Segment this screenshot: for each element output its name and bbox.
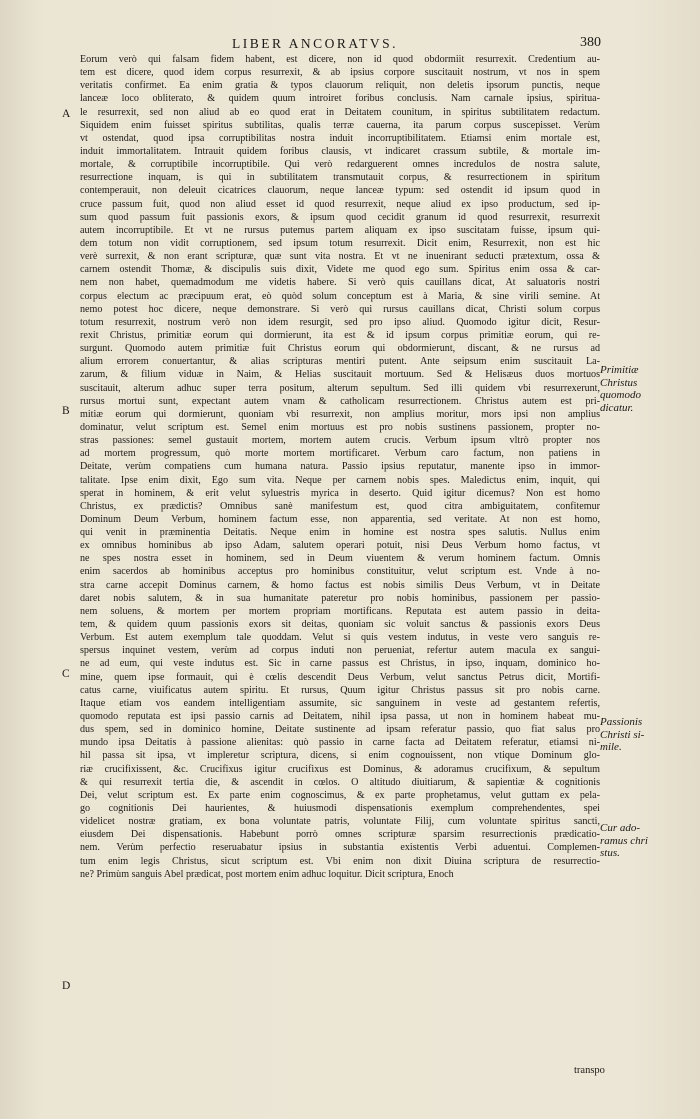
text-line: ad mortem progressum, quò morte mortem mortificaret. Verbum caro factum, non patiens in <box>80 448 600 460</box>
text-line: nem soluens, & mortem per mortem propriam mortificans. Reputata est autem passio in deita- <box>80 605 600 617</box>
text-line: mine, quem ipse formauit, qui è cœlis descendit Deus Verbum, velut sanctus Petrus dicit, Mortifi- <box>80 671 600 683</box>
text-line: sum quod passum fuit passionis exors, & ipsum quod cecidit granum id quod resurrexit, resurrexit <box>80 211 600 223</box>
margin-note-line: Christus <box>600 376 638 389</box>
text-line: sperat in hominem, & erit velut syluestris myrica in deserto. Quid igitur dicemus? Non est homo <box>80 487 600 499</box>
text-line: spersus inquinet vestem, verùm ad corpus induti non perueniat, refertur autem macula ex sangui- <box>80 645 600 657</box>
main-text-block <box>80 53 600 881</box>
text-line: videlicet nostræ gratiam, ex bona voluntate patris, voluntate Filij, cum voluntate spiritus sancti, <box>80 816 600 828</box>
text-line: alium errorem conuertantur, & alias scripturas mentiri putent. Ante seipsum enim suscitauit La- <box>80 356 600 368</box>
text-line: ex omnibus hominibus ab ipso Adam, salutem operari potuit, nisi Deus Verbum homo factus, vt <box>80 540 600 552</box>
text-line: ne spes nostra esset in hominem, sed in Deum viuentem & verum hominem factum. Omnis <box>80 553 600 565</box>
text-line: dem totum non vidit corruptionem, sed ipsum totum resurrexit. Dicit enim, Resurrexit, non est hic <box>80 237 600 249</box>
margin-note-passionis <box>600 716 695 754</box>
text-line: talitate. Ipse enim dixit, Ego sum vita. Neque per carnem nobis spes. Maledictus enim, inquit, qui <box>80 474 600 486</box>
text-line: daret nobis salutem, & in sua humanitate pateretur pro nobis hominibus, passionem per passio- <box>80 592 600 604</box>
text-line: corpus electum ac præcipuum erat, eò quòd solum conceptum est à Maria, & sine virili semine. At <box>80 290 600 302</box>
margin-note-cur-adoramus <box>600 822 695 860</box>
text-line: zarum, & filium viduæ in Naim, & Helias suscitauit mortuum. Sed & Helisæus duos mortuos <box>80 369 600 381</box>
text-line: Verbum. Est autem exemplum tale quoddam. Velut si quis vestem indutus, in veste vero sanguis re- <box>80 632 600 644</box>
text-line: induit immortalitatem. Intrauit quidem foribus clausis, vt indicaret crassum subtile, & mortale im- <box>80 145 600 157</box>
margin-note-line: Primitiæ <box>600 364 639 376</box>
text-line: tem est dicere, quod idem corpus resurrexit, & ab ipsius corpore suscitauit nostrum, vt nos in spem <box>80 67 600 79</box>
text-line: Itaque etiam vos eandem intelligentiam assumite, sic sanguinem in veste ad gestantem refertis, <box>80 697 600 709</box>
text-line: resurrectione inquam, is qui in subtilitatem transmutauit corpus, & resurrectionem in spiritum <box>80 172 600 184</box>
margin-note-line: dicatur. <box>600 401 634 414</box>
text-line: autem incorruptibile. Et vt ne rursus putemus partem aliquam ex ipso suscitatam fuisse, ipsum qui- <box>80 224 600 236</box>
text-line: rexit Christus, primitiæ eorum qui dormierunt, ita est & id ipsum corpus primitiæ eorum, qui re- <box>80 329 600 341</box>
section-letter-a: A <box>62 108 71 120</box>
text-line: ne? Primùm sanguis Abel prædicat, post mortem enim adhuc loquitur. Dicit scriptura, Enoch <box>80 868 454 880</box>
text-line: nem. Verùm perfectio reseruabatur ipsius in substantia existentis Verbi aduentui. Complemen- <box>80 842 600 854</box>
text-line: suscitauit, alterum adhuc super terra positum, alterum sepultum. Sed illi quidem vbi resurrexerunt, <box>80 382 600 394</box>
margin-note-line: Passionis <box>600 716 643 728</box>
margin-note-primitiae <box>600 364 695 414</box>
margin-note-line: Cur ado- <box>600 822 641 834</box>
text-line: stra carne accepit Dominus carnem, & homo factus est nobis similis Deus Verbum, vt in Deitate <box>80 579 600 591</box>
text-line: go cognitionis Dei haurientes, & huiusmodi dispensationis exemplum comprehendentes, spei <box>80 803 600 815</box>
text-line: veritatis confirmet. Ea enim gratia & typos clauorum reliquit, non deletis ipsorum punctis, neque <box>80 80 600 92</box>
text-line: dus spem, sed in dominico homine, Deitate sustinente ad ipsam referatur passio, quo fiat salus pro <box>80 724 600 736</box>
margin-note-line: stus. <box>600 847 620 859</box>
section-letter-d: D <box>62 980 71 992</box>
section-letter-b: B <box>62 405 70 417</box>
text-line: Christus, ex prædictis? Omnibus sanè manifestum est, quod citra ambiguitatem, confitemur <box>80 500 600 512</box>
text-line: riæ crucifixissent, &c. Crucifixus igitur crucifixus est Dominus, & adoramus crucifixum, & sepultum <box>80 763 600 775</box>
text-line: surgunt. Quomodo autem primitiæ fuit Christus eorum qui obdormierunt, discant, & ne rursus ad <box>80 343 600 355</box>
text-line: nemo potest hoc dicere, neque demonstrare. Si verò qui rursus cauillans dicat, Christi solum corpus <box>80 303 600 315</box>
text-line: Eorum verò qui falsam fidem habent, est dicere, non id quod obdormiit resurrexit. Credentium au- <box>80 54 600 65</box>
margin-note-line: mile. <box>600 741 622 753</box>
text-line: stras passiones: semel gustauit mortem, mortem autem crucis. Verbum ipsum vltrò propter nos <box>80 435 600 447</box>
text-line: Dei, velut scriptum est. Ex parte enim cognoscimus, & ex parte prophetamus, velut guttam ex pela- <box>80 789 600 801</box>
text-line: eiusdem Dei dispensationis. Habebunt porrò omnes scripturæ sparsim resurrectionis prædicatio- <box>80 829 600 841</box>
text-line: catus carne, viuificatus autem spiritu. Et rursus, Quum igitur Christus passus sit pro nobis carne. <box>80 684 600 696</box>
text-line: le resurrexit, sed non aliud ab eo quod erat in Deitatem counitum, in spiritus subtilitatem redactum. <box>80 106 600 118</box>
section-letter-c: C <box>62 668 70 680</box>
text-line: Deitate, verùm compatiens cum humana natura. Passio ipsius reputatur, manente ipso in immor- <box>80 461 600 473</box>
text-line: lanceæ loco obliterato, & quidem quum introiret foribus conclusis. Nam carnale ipsius, spiritua- <box>80 93 600 105</box>
page-number: 380 <box>580 35 601 50</box>
text-line: dominatur, velut scriptum est. Semel enim mortuus est pro nobis sustinens passionem, propter no- <box>80 421 600 433</box>
text-line: rursus mortui sunt, expectant autem vnam & catholicam resurrectionem. Christus autem est pri- <box>80 395 600 407</box>
text-line: verè surrexit, & non erant scripturæ, quæ sunt vita nostra. Et vt ne inuenirant seducti prætextum, ossa & <box>80 251 600 263</box>
text-line: mortale, & corruptibile incorruptibile. Qui verò redarguerent omnes incredulos de nostra salute, <box>80 159 600 171</box>
text-line: Dominum Deum Verbum, hominem factum esse, non apparentia, sed veritate. At non est homo, <box>80 513 600 525</box>
margin-note-line: Christi si- <box>600 728 645 741</box>
text-line: & qui resurrexit tertia die, & ascendit in cœlos. O altitudo diuitiarum, & sapientiæ & cognitionis <box>80 776 600 788</box>
text-line: quomodo reputata est ipsi passio carnis ad Deitatem, nihil ipsa passa, ut non in hominem habeat mu- <box>80 711 600 723</box>
text-line: ne ad eum, qui veste indutus est. Sic in carne passus est Christus, in ipso, inquam, dominico ho- <box>80 658 600 670</box>
text-line: hil passa sit ipsa, vt impleretur scriptura, dicens, si enim cognouissent, non vtique Dominum glo- <box>80 750 600 762</box>
text-line: tem, & quidem quum passionis exors sit deitas, quoniam sic voluit sanctus & passionis exors Deus <box>80 619 600 631</box>
text-line: mitiæ eorum qui dormierunt, quoniam vbi resurrexit, non amplius moritur, mors ipsi non amplius <box>80 408 600 420</box>
text-line: enim sacerdos ab hominibus acceptus pro hominibus constituitur, velut scriptum est. Vnde à no- <box>80 566 600 578</box>
running-title: LIBER ANCORATVS. <box>232 36 399 51</box>
margin-note-line: quomodo <box>600 389 641 401</box>
text-line: tum enim legis Christus, sicut scriptum est. Vbi enim non dixit Diuina scriptura de resurrectio- <box>80 855 600 867</box>
text-line: contemperauit, non deleuit cicatrices clauorum, neque lanceæ typum: sed ostendit id ipsum quod in <box>80 185 600 197</box>
text-line: vt ostendat, quod ipsa corruptibilitas nostra induit incorruptibilitatem. Etiamsi enim mortale est, <box>80 132 600 144</box>
text-line: cruce passum fuit, quod non aliud esset id quod resurrexit, neque aliud ex ipso productum, sed ip- <box>80 198 600 210</box>
text-line: mundo ipsa Deitatis à passione alienitas: quò passio in carne facta ad Deitatem referatur, etiamsi ni- <box>80 737 600 749</box>
catchword: transpo <box>574 1065 605 1076</box>
text-line: carnem ostendit Thomæ, & discipulis suis dixit, Videte me quod ego sum. Spiritus enim ossa & car- <box>80 264 600 276</box>
text-line: qui venit in præminentia Deitatis. Neque enim in homine est nostra spes salutis. Nullus enim <box>80 527 600 539</box>
text-line: Siquidem enim fuisset spiritus subtilitas, qualis terræ cauerna, ita parum corpus suscepisset. Verùm <box>80 119 600 131</box>
text-line: totum resurrexit, nostrum verò non idem resurgit, sed pro ipso aliud. Quomodo igitur dicit, Resur- <box>80 316 600 328</box>
margin-note-line: ramus chri <box>600 834 648 847</box>
running-head <box>0 34 700 54</box>
text-line: nem non habet, quemadmodum me videtis habere. Si verò quis cauillans dicat, At saluatoris nostri <box>80 277 600 289</box>
